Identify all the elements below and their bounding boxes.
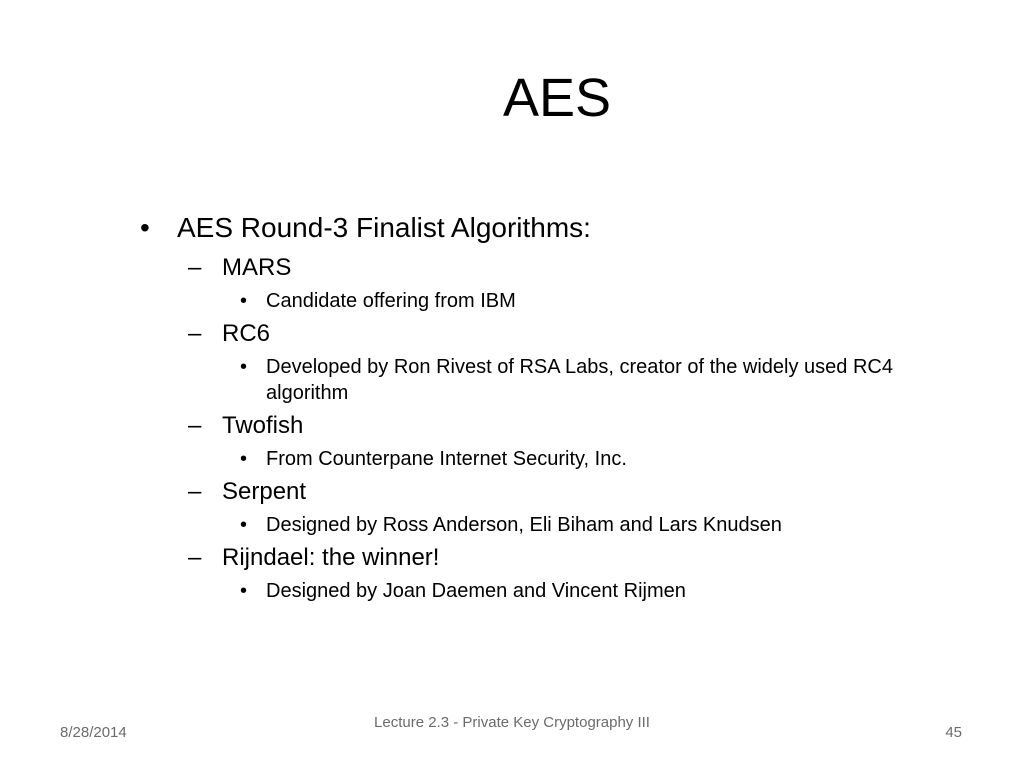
bullet-icon: • [140, 212, 150, 243]
dash-icon: – [188, 544, 202, 571]
algorithm-item-serpent [140, 476, 960, 508]
main-bullet [140, 208, 960, 248]
algorithm-detail: Designed by Ross Anderson, Eli Biham and Lars Knudsen [266, 514, 782, 536]
bullet-icon: • [240, 290, 248, 312]
algorithm-detail-rijndael [140, 578, 960, 604]
algorithm-detail: From Counterpane Internet Security, Inc. [266, 448, 627, 470]
algorithm-detail: Developed by Ron Rivest of RSA Labs, creator of the widely used RC4 algorithm [266, 356, 893, 404]
dash-icon: – [188, 478, 202, 505]
algorithm-item-twofish [140, 410, 960, 442]
slide-body [140, 208, 960, 608]
dash-icon: – [188, 412, 202, 439]
bullet-icon: • [240, 514, 248, 536]
algorithm-detail: Designed by Joan Daemen and Vincent Rijmen [266, 580, 686, 602]
dash-icon: – [188, 254, 202, 281]
algorithm-name: MARS [222, 254, 292, 281]
footer-lecture-title: Lecture 2.3 - Private Key Cryptography III [374, 714, 650, 731]
algorithm-item-mars [140, 252, 960, 284]
algorithm-item-rijndael [140, 542, 960, 574]
bullet-icon: • [240, 448, 248, 470]
bullet-icon: • [240, 580, 248, 602]
algorithm-detail-twofish [140, 446, 960, 472]
dash-icon: – [188, 320, 202, 347]
algorithm-name: Rijndael: the winner! [222, 544, 440, 571]
algorithm-detail: Candidate offering from IBM [266, 290, 516, 312]
main-bullet-text: AES Round-3 Finalist Algorithms: [177, 212, 591, 243]
bullet-icon: • [240, 356, 248, 378]
algorithm-detail-serpent [140, 512, 960, 538]
algorithm-item-rc6 [140, 318, 960, 350]
algorithm-name: Twofish [222, 412, 304, 439]
footer-page-number: 45 [945, 724, 962, 741]
slide-title: AES [502, 68, 612, 128]
algorithm-name: RC6 [222, 320, 271, 347]
footer-date: 8/28/2014 [60, 724, 127, 741]
algorithm-name: Serpent [222, 478, 307, 505]
algorithm-detail-mars [140, 288, 960, 314]
algorithm-detail-rc6 [140, 354, 960, 406]
